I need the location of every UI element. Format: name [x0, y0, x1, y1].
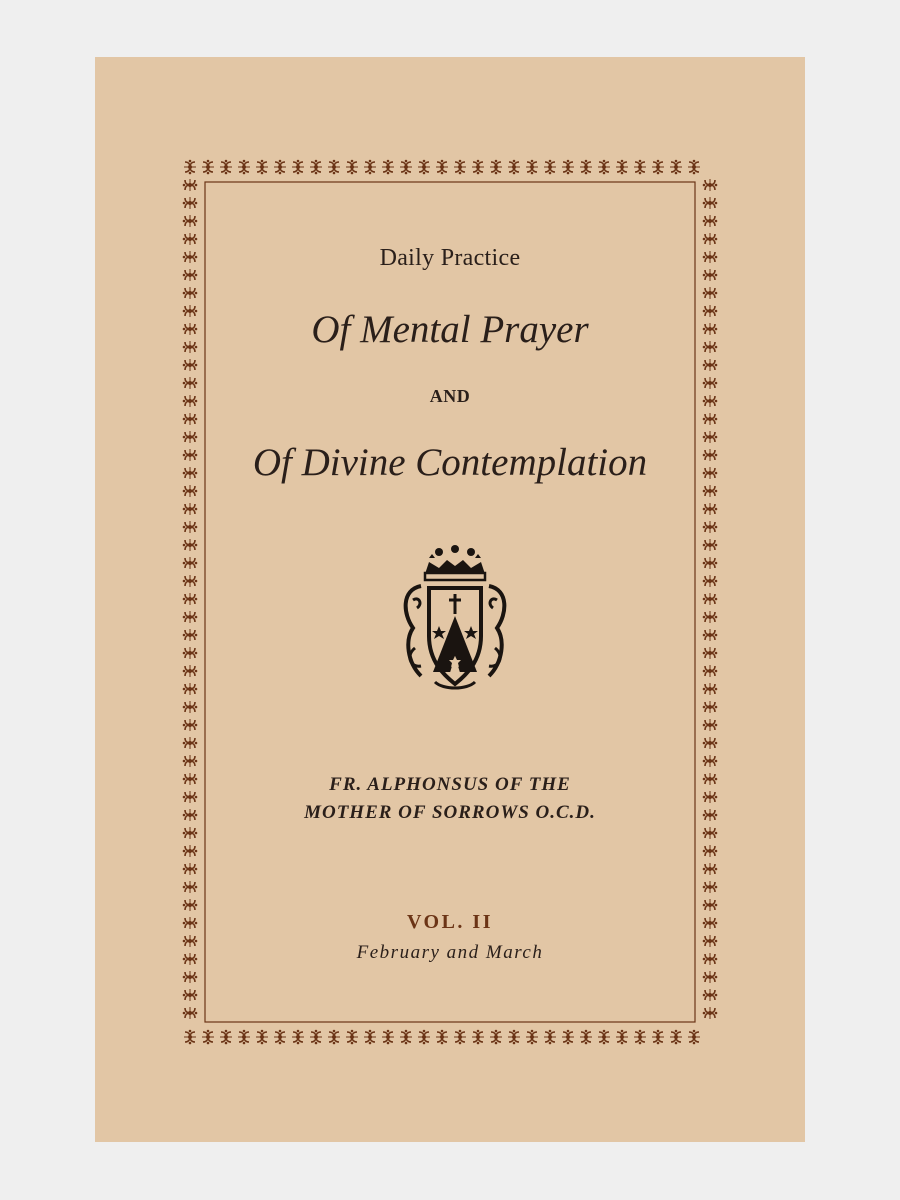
- border-ornament: [292, 160, 304, 175]
- border-ornament: [183, 215, 198, 227]
- border-ornament: [703, 629, 718, 641]
- border-ornament: [703, 593, 718, 605]
- border-ornament: [364, 1030, 376, 1045]
- border-ornament: [670, 160, 682, 175]
- border-ornament: [292, 1030, 304, 1045]
- author: [95, 771, 805, 827]
- border-ornament: [183, 971, 198, 983]
- border-ornament: [346, 160, 358, 175]
- border-ornament: [183, 1007, 198, 1019]
- border-ornament: [418, 1030, 430, 1045]
- border-ornament: [274, 160, 286, 175]
- border-ornament: [616, 1030, 628, 1045]
- border-ornament: [436, 1030, 448, 1045]
- border-ornament: [580, 160, 592, 175]
- volume-months: February and March: [356, 942, 544, 963]
- border-ornament: [400, 160, 412, 175]
- border-ornament: [703, 539, 718, 551]
- book-cover: [95, 57, 805, 1142]
- border-ornament: [703, 647, 718, 659]
- border-ornament: [508, 160, 520, 175]
- border-ornament: [616, 160, 628, 175]
- border-ornament: [183, 755, 198, 767]
- border-ornament: [256, 1030, 268, 1045]
- border-ornament: [183, 593, 198, 605]
- border-ornament: [454, 160, 466, 175]
- border-ornament: [703, 503, 718, 515]
- border-ornament: [183, 521, 198, 533]
- border-ornament: [183, 881, 198, 893]
- title-line-2: Of Divine Contemplation: [252, 441, 648, 484]
- border-ornament: [703, 359, 718, 371]
- border-ornament: [328, 1030, 340, 1045]
- border-ornament: [688, 160, 700, 175]
- border-ornament: [183, 989, 198, 1001]
- border-ornament: [562, 1030, 574, 1045]
- border-ornament: [544, 160, 556, 175]
- border-ornament: [183, 197, 198, 209]
- border-ornament: [508, 1030, 520, 1045]
- border-ornament: [183, 413, 198, 425]
- border-ornament: [183, 503, 198, 515]
- border-ornament: [490, 1030, 502, 1045]
- border-ornament: [598, 160, 610, 175]
- border-ornament: [274, 1030, 286, 1045]
- border-ornament: [670, 1030, 682, 1045]
- border-ornament: [526, 160, 538, 175]
- border-ornament: [382, 1030, 394, 1045]
- border-ornament: [703, 665, 718, 677]
- title-conjunction: AND: [429, 386, 471, 406]
- border-ornament: [703, 557, 718, 569]
- border-ornament: [703, 827, 718, 839]
- border-ornament: [526, 1030, 538, 1045]
- border-ornament: [598, 1030, 610, 1045]
- border-ornament: [436, 160, 448, 175]
- border-ornament: [183, 719, 198, 731]
- border-ornament: [703, 413, 718, 425]
- carmelite-coat-of-arms-icon: [399, 544, 511, 694]
- subtitle: Daily Practice: [379, 245, 521, 271]
- border-ornament: [310, 160, 322, 175]
- border-ornament: [703, 701, 718, 713]
- border-ornament: [703, 899, 718, 911]
- border-ornament: [183, 359, 198, 371]
- border-ornament: [703, 611, 718, 623]
- border-ornament: [364, 160, 376, 175]
- border-ornament: [183, 863, 198, 875]
- border-ornament: [183, 233, 198, 245]
- border-ornament: [183, 611, 198, 623]
- border-ornament: [400, 1030, 412, 1045]
- border-ornament: [652, 160, 664, 175]
- border-ornament: [183, 287, 198, 299]
- border-ornament: [703, 485, 718, 497]
- border-ornament: [310, 1030, 322, 1045]
- border-ornament: [580, 1030, 592, 1045]
- border-ornament: [652, 1030, 664, 1045]
- border-ornament: [703, 971, 718, 983]
- border-ornament: [184, 1030, 196, 1045]
- border-ornament: [688, 1030, 700, 1045]
- border-ornament: [703, 233, 718, 245]
- border-ornament: [183, 665, 198, 677]
- border-ornament: [183, 575, 198, 587]
- border-ornament: [703, 1007, 718, 1019]
- border-ornament: [202, 1030, 214, 1045]
- border-ornament: [703, 863, 718, 875]
- border-ornament: [562, 160, 574, 175]
- border-ornament: [346, 1030, 358, 1045]
- border-ornament: [328, 160, 340, 175]
- border-ornament: [544, 1030, 556, 1045]
- border-ornament: [220, 160, 232, 175]
- border-ornament: [183, 539, 198, 551]
- border-ornament: [472, 1030, 484, 1045]
- border-ornament: [634, 160, 646, 175]
- border-ornament: [183, 845, 198, 857]
- border-ornament: [703, 719, 718, 731]
- border-ornament: [703, 215, 718, 227]
- border-ornament: [238, 1030, 250, 1045]
- border-ornament: [202, 160, 214, 175]
- border-ornament: [183, 557, 198, 569]
- border-ornament: [703, 845, 718, 857]
- border-ornament: [183, 827, 198, 839]
- border-ornament: [220, 1030, 232, 1045]
- border-ornament: [703, 575, 718, 587]
- border-ornament: [472, 160, 484, 175]
- border-ornament: [703, 755, 718, 767]
- border-ornament: [238, 160, 250, 175]
- border-ornament: [490, 160, 502, 175]
- border-ornament: [183, 683, 198, 695]
- border-ornament: [703, 737, 718, 749]
- author-line-1: FR. ALPHONSUS OF THE: [329, 774, 571, 795]
- author-line-2: MOTHER OF SORROWS O.C.D.: [304, 802, 596, 823]
- border-ornament: [184, 160, 196, 175]
- title-line-1: Of Mental Prayer: [311, 308, 589, 351]
- border-ornament: [703, 287, 718, 299]
- border-ornament: [183, 701, 198, 713]
- volume-number: VOL. II: [406, 911, 493, 933]
- border-ornament: [183, 629, 198, 641]
- border-ornament: [183, 179, 198, 191]
- border-ornament: [703, 197, 718, 209]
- border-ornament: [703, 683, 718, 695]
- border-ornament: [183, 737, 198, 749]
- border-ornament: [703, 881, 718, 893]
- border-ornament: [183, 485, 198, 497]
- border-ornament: [703, 179, 718, 191]
- border-ornament: [256, 160, 268, 175]
- border-ornament: [634, 1030, 646, 1045]
- border-ornament: [418, 160, 430, 175]
- border-ornament: [183, 647, 198, 659]
- border-ornament: [703, 521, 718, 533]
- border-ornament: [703, 989, 718, 1001]
- border-ornament: [183, 899, 198, 911]
- border-ornament: [454, 1030, 466, 1045]
- border-ornament: [382, 160, 394, 175]
